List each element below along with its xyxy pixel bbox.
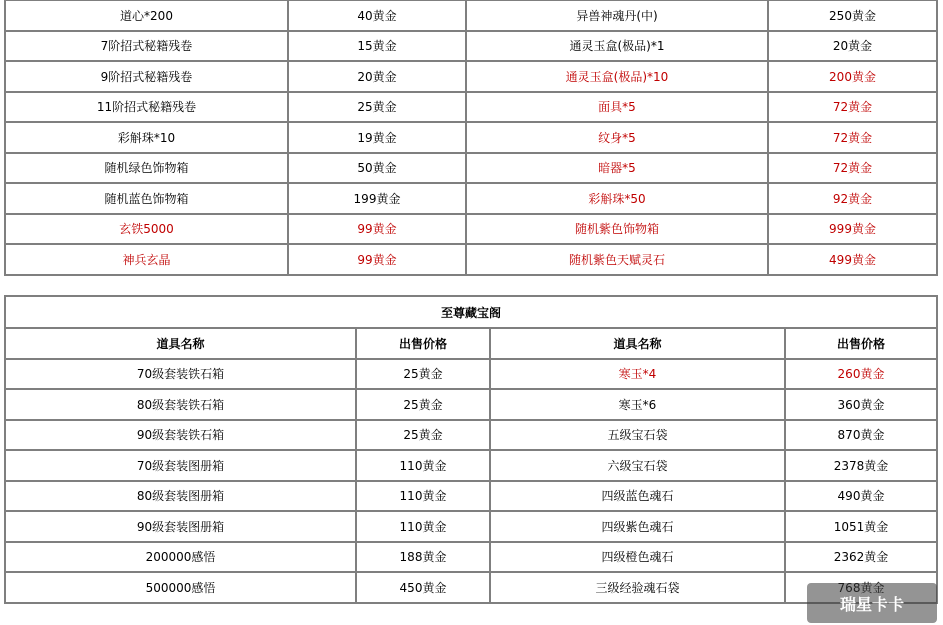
price-cell: 110黄金	[356, 511, 490, 542]
price-cell: 72黄金	[768, 92, 937, 123]
price-cell: 2362黄金	[785, 542, 937, 573]
item-name-cell: 80级套装图册箱	[5, 481, 356, 512]
item-name-cell: 70级套装图册箱	[5, 450, 356, 481]
item-name-cell: 随机绿色饰物箱	[5, 153, 288, 184]
item-name-cell: 200000感悟	[5, 542, 356, 573]
table-title: 至尊藏宝阁	[5, 296, 937, 328]
item-name-cell: 四级橙色魂石	[490, 542, 785, 573]
price-cell: 72黄金	[768, 153, 937, 184]
table-row	[5, 542, 937, 573]
table-row	[5, 183, 937, 214]
table-row	[5, 359, 937, 390]
item-name-cell: 异兽神魂丹(中)	[466, 0, 768, 31]
price-cell: 19黄金	[288, 122, 466, 153]
item-name-cell: 70级套装铁石箱	[5, 359, 356, 390]
item-name-cell: 90级套装图册箱	[5, 511, 356, 542]
item-name-cell: 暗器*5	[466, 153, 768, 184]
price-cell: 200黄金	[768, 61, 937, 92]
table-row	[5, 389, 937, 420]
price-cell: 20黄金	[768, 31, 937, 62]
price-cell: 72黄金	[768, 122, 937, 153]
table-row	[5, 572, 937, 603]
price-cell: 999黄金	[768, 214, 937, 245]
price-cell: 92黄金	[768, 183, 937, 214]
item-name-cell: 通灵玉盒(极品)*1	[466, 31, 768, 62]
item-name-cell: 90级套装铁石箱	[5, 420, 356, 451]
item-name-cell: 随机紫色饰物箱	[466, 214, 768, 245]
table-row	[5, 92, 937, 123]
item-name-cell: 随机紫色天赋灵石	[466, 244, 768, 275]
table-title-row	[5, 296, 937, 328]
table-row	[5, 420, 937, 451]
item-name-cell: 四级紫色魂石	[490, 511, 785, 542]
price-cell: 40黄金	[288, 0, 466, 31]
price-cell: 25黄金	[288, 92, 466, 123]
table-header-row	[5, 328, 937, 359]
table-row	[5, 31, 937, 62]
table-row	[5, 244, 937, 275]
table-row	[5, 61, 937, 92]
price-cell: 25黄金	[356, 420, 490, 451]
price-cell: 450黄金	[356, 572, 490, 603]
item-name-cell: 7阶招式秘籍残卷	[5, 31, 288, 62]
price-cell: 110黄金	[356, 450, 490, 481]
table-row	[5, 481, 937, 512]
item-name-cell: 9阶招式秘籍残卷	[5, 61, 288, 92]
table-row	[5, 0, 937, 31]
item-name-cell: 三级经验魂石袋	[490, 572, 785, 603]
header-price: 出售价格	[356, 328, 490, 359]
price-cell: 188黄金	[356, 542, 490, 573]
table-row	[5, 450, 937, 481]
table-row	[5, 511, 937, 542]
price-cell: 110黄金	[356, 481, 490, 512]
price-cell: 2378黄金	[785, 450, 937, 481]
price-cell: 25黄金	[356, 389, 490, 420]
item-name-cell: 四级蓝色魂石	[490, 481, 785, 512]
price-cell: 490黄金	[785, 481, 937, 512]
item-name-cell: 面具*5	[466, 92, 768, 123]
item-name-cell: 通灵玉盒(极品)*10	[466, 61, 768, 92]
item-name-cell: 随机蓝色饰物箱	[5, 183, 288, 214]
price-cell: 20黄金	[288, 61, 466, 92]
item-name-cell: 寒玉*4	[490, 359, 785, 390]
table-row	[5, 122, 937, 153]
table-row	[5, 214, 937, 245]
site-watermark: 瑞星卡卡	[807, 583, 937, 623]
price-cell: 1051黄金	[785, 511, 937, 542]
header-item-name: 道具名称	[490, 328, 785, 359]
item-name-cell: 纹身*5	[466, 122, 768, 153]
upper-price-table	[4, 0, 938, 276]
header-price: 出售价格	[785, 328, 937, 359]
price-cell: 15黄金	[288, 31, 466, 62]
price-cell: 25黄金	[356, 359, 490, 390]
price-cell: 870黄金	[785, 420, 937, 451]
header-item-name: 道具名称	[5, 328, 356, 359]
treasure-pavilion-table	[4, 295, 938, 604]
price-cell: 50黄金	[288, 153, 466, 184]
item-name-cell: 500000感悟	[5, 572, 356, 603]
price-cell: 250黄金	[768, 0, 937, 31]
item-name-cell: 玄铁5000	[5, 214, 288, 245]
item-name-cell: 五级宝石袋	[490, 420, 785, 451]
item-name-cell: 道心*200	[5, 0, 288, 31]
table-row	[5, 153, 937, 184]
item-name-cell: 彩斛珠*10	[5, 122, 288, 153]
price-cell: 360黄金	[785, 389, 937, 420]
item-name-cell: 80级套装铁石箱	[5, 389, 356, 420]
price-cell: 499黄金	[768, 244, 937, 275]
item-name-cell: 神兵玄晶	[5, 244, 288, 275]
price-cell: 99黄金	[288, 244, 466, 275]
item-name-cell: 寒玉*6	[490, 389, 785, 420]
item-name-cell: 11阶招式秘籍残卷	[5, 92, 288, 123]
price-cell: 260黄金	[785, 359, 937, 390]
price-cell: 99黄金	[288, 214, 466, 245]
item-name-cell: 六级宝石袋	[490, 450, 785, 481]
item-name-cell: 彩斛珠*50	[466, 183, 768, 214]
price-cell: 199黄金	[288, 183, 466, 214]
